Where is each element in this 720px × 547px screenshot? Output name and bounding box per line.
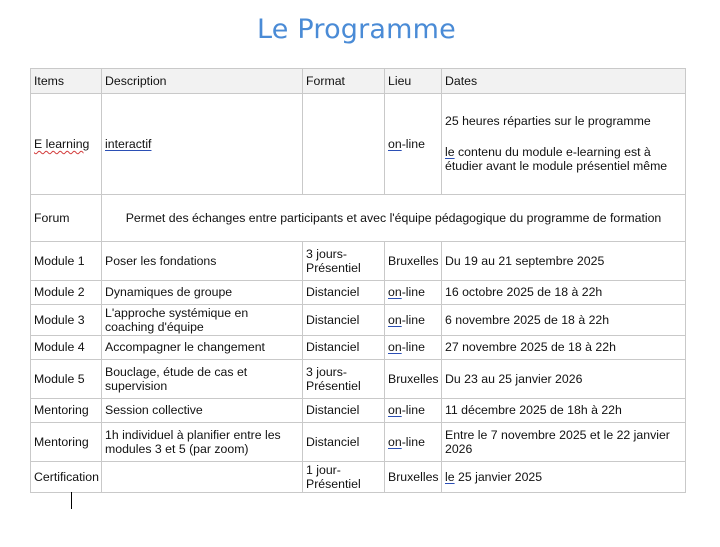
program-table bbox=[30, 68, 686, 493]
lieu-rest: -line bbox=[401, 434, 425, 449]
cell-format[interactable]: 3 jours-Présentiel bbox=[303, 242, 385, 281]
cell-format[interactable]: 3 jours-Présentiel bbox=[303, 360, 385, 399]
cell-description[interactable] bbox=[102, 462, 303, 493]
cell-description[interactable] bbox=[102, 94, 303, 195]
lieu-underlined: on bbox=[388, 312, 402, 327]
cell-dates[interactable] bbox=[442, 94, 686, 195]
cell-dates[interactable]: 16 octobre 2025 de 18 à 22h bbox=[442, 281, 686, 305]
cell-description[interactable]: Session collective bbox=[102, 399, 303, 423]
table-row bbox=[31, 195, 686, 242]
cell-item[interactable]: Module 4 bbox=[31, 336, 102, 360]
cell-description[interactable]: Accompagner le changement bbox=[102, 336, 303, 360]
lieu-underlined: on bbox=[388, 403, 402, 418]
table-row bbox=[31, 336, 686, 360]
cell-dates[interactable]: Entre le 7 novembre 2025 et le 22 janvier 2026 bbox=[442, 423, 686, 462]
dates-line-2 bbox=[445, 145, 682, 174]
lieu-rest: -line bbox=[401, 312, 425, 327]
cell-item[interactable]: Module 2 bbox=[31, 281, 102, 305]
cell-dates[interactable]: Du 19 au 21 septembre 2025 bbox=[442, 242, 686, 281]
header-dates: Dates bbox=[442, 69, 686, 94]
cell-format[interactable]: Distanciel bbox=[303, 305, 385, 336]
table-row bbox=[31, 360, 686, 399]
table-row bbox=[31, 94, 686, 195]
cell-dates[interactable]: 11 décembre 2025 de 18h à 22h bbox=[442, 399, 686, 423]
cell-format[interactable]: Distanciel bbox=[303, 423, 385, 462]
header-format: Format bbox=[303, 69, 385, 94]
page-title: Le Programme bbox=[257, 14, 456, 45]
dates-underlined: le bbox=[445, 144, 455, 159]
table-row bbox=[31, 423, 686, 462]
cell-item[interactable]: Module 1 bbox=[31, 242, 102, 281]
table-header-row bbox=[31, 69, 686, 94]
cell-item[interactable]: Forum bbox=[31, 195, 102, 242]
cell-description[interactable]: Bouclage, étude de cas et supervision bbox=[102, 360, 303, 399]
dates-line-1: 25 heures réparties sur le programme bbox=[445, 114, 651, 129]
cell-description[interactable]: Dynamiques de groupe bbox=[102, 281, 303, 305]
item-text: E learning bbox=[34, 136, 90, 151]
lieu-underlined: on bbox=[388, 340, 402, 355]
description-text: interactif bbox=[105, 136, 152, 151]
lieu-rest: -line bbox=[401, 285, 425, 300]
header-items: Items bbox=[31, 69, 102, 94]
cell-lieu[interactable]: Bruxelles bbox=[385, 462, 442, 493]
dates-rest: 25 janvier 2025 bbox=[454, 469, 543, 484]
table-row bbox=[31, 462, 686, 493]
cell-lieu[interactable] bbox=[385, 336, 442, 360]
cell-format[interactable]: Distanciel bbox=[303, 336, 385, 360]
cell-item[interactable]: Mentoring bbox=[31, 399, 102, 423]
lieu-underlined: on bbox=[388, 136, 402, 151]
cell-lieu[interactable] bbox=[385, 423, 442, 462]
cell-description[interactable]: Poser les fondations bbox=[102, 242, 303, 281]
cell-dates[interactable] bbox=[442, 462, 686, 493]
cell-format[interactable]: Distanciel bbox=[303, 399, 385, 423]
lieu-underlined: on bbox=[388, 434, 402, 449]
cell-item[interactable]: Module 3 bbox=[31, 305, 102, 336]
cell-lieu[interactable] bbox=[385, 399, 442, 423]
table-row bbox=[31, 242, 686, 281]
cell-description[interactable]: 1h individuel à planifier entre les modules 3 et 5 (par zoom) bbox=[102, 423, 303, 462]
cell-description[interactable]: L'approche systémique en coaching d'équipe bbox=[102, 305, 303, 336]
cell-item[interactable]: Mentoring bbox=[31, 423, 102, 462]
cell-format[interactable] bbox=[303, 94, 385, 195]
cell-dates[interactable]: 27 novembre 2025 de 18 à 22h bbox=[442, 336, 686, 360]
cell-dates[interactable]: Du 23 au 25 janvier 2026 bbox=[442, 360, 686, 399]
cell-item[interactable]: Certification bbox=[31, 462, 102, 493]
table-row bbox=[31, 399, 686, 423]
table-row bbox=[31, 305, 686, 336]
dates-rest: contenu du module e-learning est à étudier avant le module présentiel même bbox=[445, 144, 668, 174]
cell-forum-description[interactable]: Permet des échanges entre participants et avec l'équipe pédagogique du programme de formation bbox=[102, 195, 686, 242]
header-description: Description bbox=[102, 69, 303, 94]
cell-lieu[interactable] bbox=[385, 94, 442, 195]
text-cursor bbox=[71, 492, 72, 509]
header-lieu: Lieu bbox=[385, 69, 442, 94]
cell-lieu[interactable]: Bruxelles bbox=[385, 242, 442, 281]
cell-dates[interactable]: 6 novembre 2025 de 18 à 22h bbox=[442, 305, 686, 336]
cell-lieu[interactable] bbox=[385, 281, 442, 305]
cell-format[interactable]: Distanciel bbox=[303, 281, 385, 305]
lieu-rest: -line bbox=[401, 136, 425, 151]
cell-lieu[interactable]: Bruxelles bbox=[385, 360, 442, 399]
table-row bbox=[31, 281, 686, 305]
lieu-rest: -line bbox=[401, 340, 425, 355]
cell-lieu[interactable] bbox=[385, 305, 442, 336]
cell-item[interactable]: Module 5 bbox=[31, 360, 102, 399]
lieu-underlined: on bbox=[388, 285, 402, 300]
lieu-rest: -line bbox=[401, 403, 425, 418]
cell-item[interactable] bbox=[31, 94, 102, 195]
cell-format[interactable]: 1 jour-Présentiel bbox=[303, 462, 385, 493]
dates-underlined: le bbox=[445, 469, 455, 484]
